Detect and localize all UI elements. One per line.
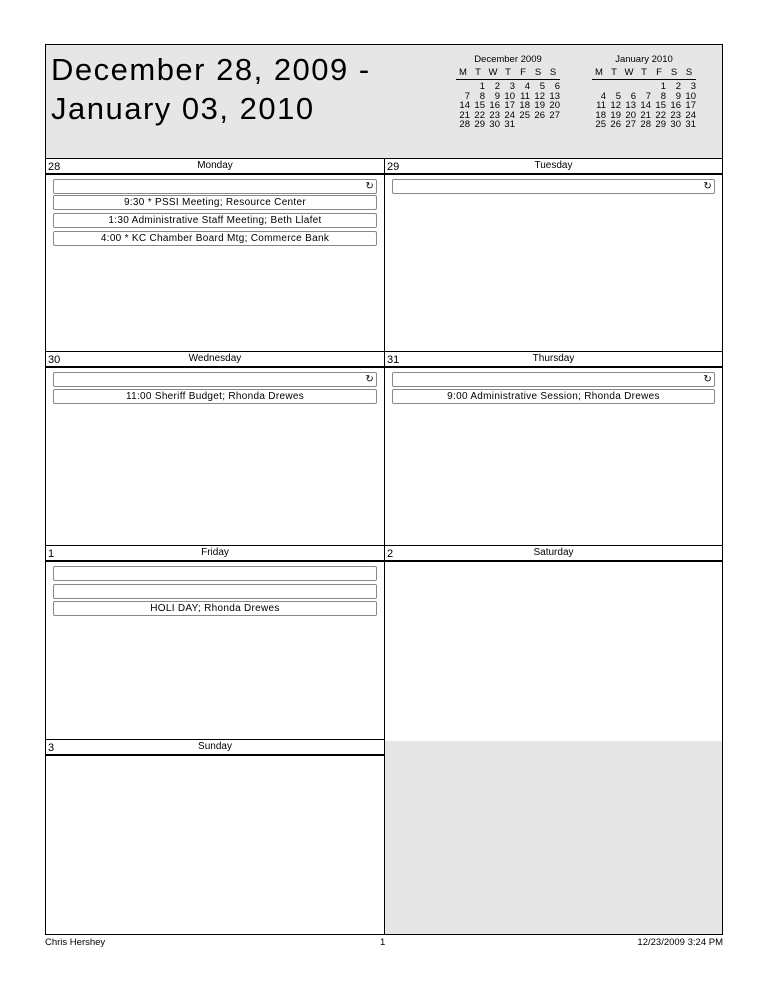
- event-item[interactable]: [53, 584, 377, 599]
- mini-calendar-date: 22: [655, 109, 666, 121]
- mini-calendar-date: 24: [504, 109, 515, 121]
- day-header: [46, 545, 384, 562]
- mini-calendar-weekdays: [592, 68, 696, 81]
- mini-calendar-date: [546, 120, 560, 130]
- mini-calendar-date: 31: [685, 119, 696, 130]
- mini-calendar-date: 2: [494, 81, 500, 92]
- mini-calendar-date: 14: [640, 100, 651, 111]
- page-title: [51, 50, 371, 128]
- mini-calendar-date: 6: [554, 81, 560, 92]
- mini-calendar-date: 20: [549, 100, 560, 111]
- mini-calendar-date: 7: [645, 90, 651, 102]
- recurring-slot[interactable]: [53, 179, 377, 194]
- mini-calendar-date: 25: [595, 119, 606, 130]
- mini-calendar-title: January 2010: [615, 54, 673, 65]
- day-number: 29: [387, 161, 400, 173]
- event-item[interactable]: 4:00 * KC Chamber Board Mtg; Commerce Bank: [53, 231, 377, 246]
- empty-cell: [385, 741, 722, 934]
- mini-calendar-date: [531, 120, 545, 130]
- day-name: Friday: [201, 547, 229, 558]
- recurrence-icon: ↻: [703, 181, 712, 192]
- mini-calendar-date: 20: [625, 109, 636, 121]
- mini-calendar-date: 6: [630, 90, 636, 102]
- mini-calendar-date: [516, 120, 530, 130]
- footer-page-number: 1: [380, 937, 386, 948]
- mini-calendar-date: 4: [600, 90, 606, 102]
- day-name: Wednesday: [188, 353, 242, 364]
- recurrence-icon: ↻: [365, 181, 374, 192]
- mini-calendar-weekdays: [456, 68, 560, 81]
- mini-calendar-date: 30: [489, 119, 500, 130]
- mini-calendar-date: 2: [675, 81, 681, 92]
- event-item[interactable]: [53, 566, 377, 581]
- mini-calendar-date: 13: [625, 100, 636, 111]
- mini-calendar-date: 3: [690, 81, 696, 92]
- mini-calendar-date: 22: [474, 109, 485, 121]
- mini-calendar-date: 29: [474, 119, 485, 130]
- footer-printed-date: 12/23/2009 3:24 PM: [637, 937, 723, 948]
- day-number: 28: [48, 161, 61, 173]
- day-header: [46, 739, 384, 756]
- mini-calendar-date: 8: [660, 90, 666, 102]
- day-cell-wednesday: [46, 351, 384, 545]
- mini-calendar-date: 10: [685, 90, 696, 102]
- mini-calendar-date: 31: [504, 119, 515, 130]
- day-name: Saturday: [533, 547, 574, 558]
- mini-calendar-date: 3: [509, 81, 515, 92]
- mini-calendar-date: 10: [504, 90, 515, 102]
- weekday-label: T: [611, 66, 617, 78]
- day-name: Tuesday: [534, 160, 573, 171]
- mini-calendar-date: 4: [524, 81, 530, 92]
- weekday-label: S: [534, 66, 542, 78]
- mini-calendar-date: 21: [459, 109, 470, 121]
- mini-calendar-date: 12: [534, 90, 545, 102]
- day-name: Thursday: [532, 353, 575, 364]
- day-cell-saturday: [385, 545, 722, 741]
- weekday-label: T: [475, 66, 481, 78]
- weekday-label: M: [595, 66, 603, 78]
- mini-calendar-date: 27: [625, 119, 636, 130]
- mini-calendar-date: 27: [549, 109, 560, 121]
- weekday-label: T: [641, 66, 647, 78]
- mini-calendar-date: 16: [670, 100, 681, 111]
- recurring-slot[interactable]: [392, 372, 715, 387]
- mini-calendar-date: 5: [615, 90, 621, 102]
- mini-calendar-date: 19: [534, 100, 545, 111]
- mini-calendar-date: 17: [504, 100, 515, 111]
- day-number: 30: [48, 354, 61, 366]
- day-cell-sunday: [46, 739, 384, 934]
- weekday-label: W: [624, 66, 634, 78]
- mini-calendar-date: 11: [596, 100, 606, 111]
- footer-owner: Chris Hershey: [45, 937, 106, 948]
- mini-calendar-date: 23: [670, 109, 681, 121]
- event-item[interactable]: 9:00 Administrative Session; Rhonda Drewes: [392, 389, 715, 404]
- mini-calendar-date: 21: [640, 109, 651, 121]
- weekday-label: S: [685, 66, 693, 78]
- mini-calendar-date: 1: [479, 81, 485, 92]
- mini-calendar-title: December 2009: [474, 54, 542, 65]
- recurring-slot[interactable]: [392, 179, 715, 194]
- day-header: [46, 351, 384, 368]
- page-header: [46, 45, 722, 159]
- mini-calendar-date: 30: [670, 119, 681, 130]
- mini-calendar-date: 26: [610, 119, 621, 130]
- title-line-2: January 03, 2010: [51, 91, 315, 126]
- recurring-slot[interactable]: [53, 372, 377, 387]
- mini-calendar-date: 14: [459, 100, 470, 111]
- recurrence-icon: ↻: [365, 374, 374, 385]
- weekday-label: W: [488, 66, 498, 78]
- mini-calendar-december: [456, 55, 560, 130]
- day-header: [385, 351, 722, 368]
- mini-calendar-date: 15: [474, 100, 485, 111]
- mini-calendar-date: 28: [459, 119, 470, 130]
- day-number: 1: [48, 548, 55, 560]
- event-item[interactable]: 9:30 * PSSI Meeting; Resource Center: [53, 195, 377, 210]
- mini-calendar-date: 25: [519, 109, 530, 121]
- weekday-label: S: [549, 66, 557, 78]
- day-header: [385, 545, 722, 562]
- mini-calendar-date: 18: [595, 109, 606, 121]
- mini-calendar-date: 15: [655, 100, 666, 111]
- mini-calendar-date: 7: [464, 90, 470, 102]
- event-item[interactable]: 1:30 Administrative Staff Meeting; Beth Llafet: [53, 213, 377, 228]
- day-number: 31: [387, 354, 400, 366]
- mini-calendar-week: [456, 120, 560, 130]
- weekday-label: F: [656, 66, 662, 78]
- calendar-page: [45, 44, 723, 935]
- weekday-label: S: [670, 66, 678, 78]
- day-name: Sunday: [198, 741, 232, 752]
- mini-calendar-date: 9: [494, 90, 500, 102]
- mini-calendar-date: 11: [520, 90, 530, 102]
- recurrence-icon: ↻: [703, 374, 712, 385]
- day-number: 2: [387, 548, 394, 560]
- mini-calendar-date: 23: [489, 109, 500, 121]
- mini-calendar-week: [592, 120, 696, 130]
- mini-calendar-date: 28: [640, 119, 651, 130]
- day-cell-tuesday: [385, 158, 722, 351]
- weekday-label: T: [505, 66, 511, 78]
- mini-calendar-date: 16: [489, 100, 500, 111]
- mini-calendar-date: 8: [479, 90, 485, 102]
- event-item[interactable]: 11:00 Sheriff Budget; Rhonda Drewes: [53, 389, 377, 404]
- day-cell-friday: [46, 545, 384, 741]
- day-header: [46, 158, 384, 175]
- day-number: 3: [48, 742, 55, 754]
- mini-calendar-date: 18: [519, 100, 530, 111]
- mini-calendar-date: 19: [610, 109, 621, 121]
- day-header: [385, 158, 722, 175]
- mini-calendar-date: 17: [685, 100, 696, 111]
- day-name: Monday: [197, 160, 233, 171]
- weekday-label: M: [459, 66, 467, 78]
- mini-calendar-date: 13: [549, 90, 560, 102]
- mini-calendar-date: 1: [660, 81, 666, 92]
- mini-calendar-date: 29: [655, 119, 666, 130]
- mini-calendar-date: 26: [534, 109, 545, 121]
- mini-calendar-date: 12: [610, 100, 621, 111]
- event-item[interactable]: HOLI DAY; Rhonda Drewes: [53, 601, 377, 616]
- title-line-1: December 28, 2009 -: [51, 52, 371, 87]
- mini-calendar-january: [592, 55, 696, 130]
- day-cell-monday: [46, 158, 384, 351]
- mini-calendar-date: 24: [685, 109, 696, 121]
- day-cell-thursday: [385, 351, 722, 545]
- weekday-label: F: [520, 66, 526, 78]
- mini-calendar-date: 5: [539, 81, 545, 92]
- mini-calendar-date: 9: [675, 90, 681, 102]
